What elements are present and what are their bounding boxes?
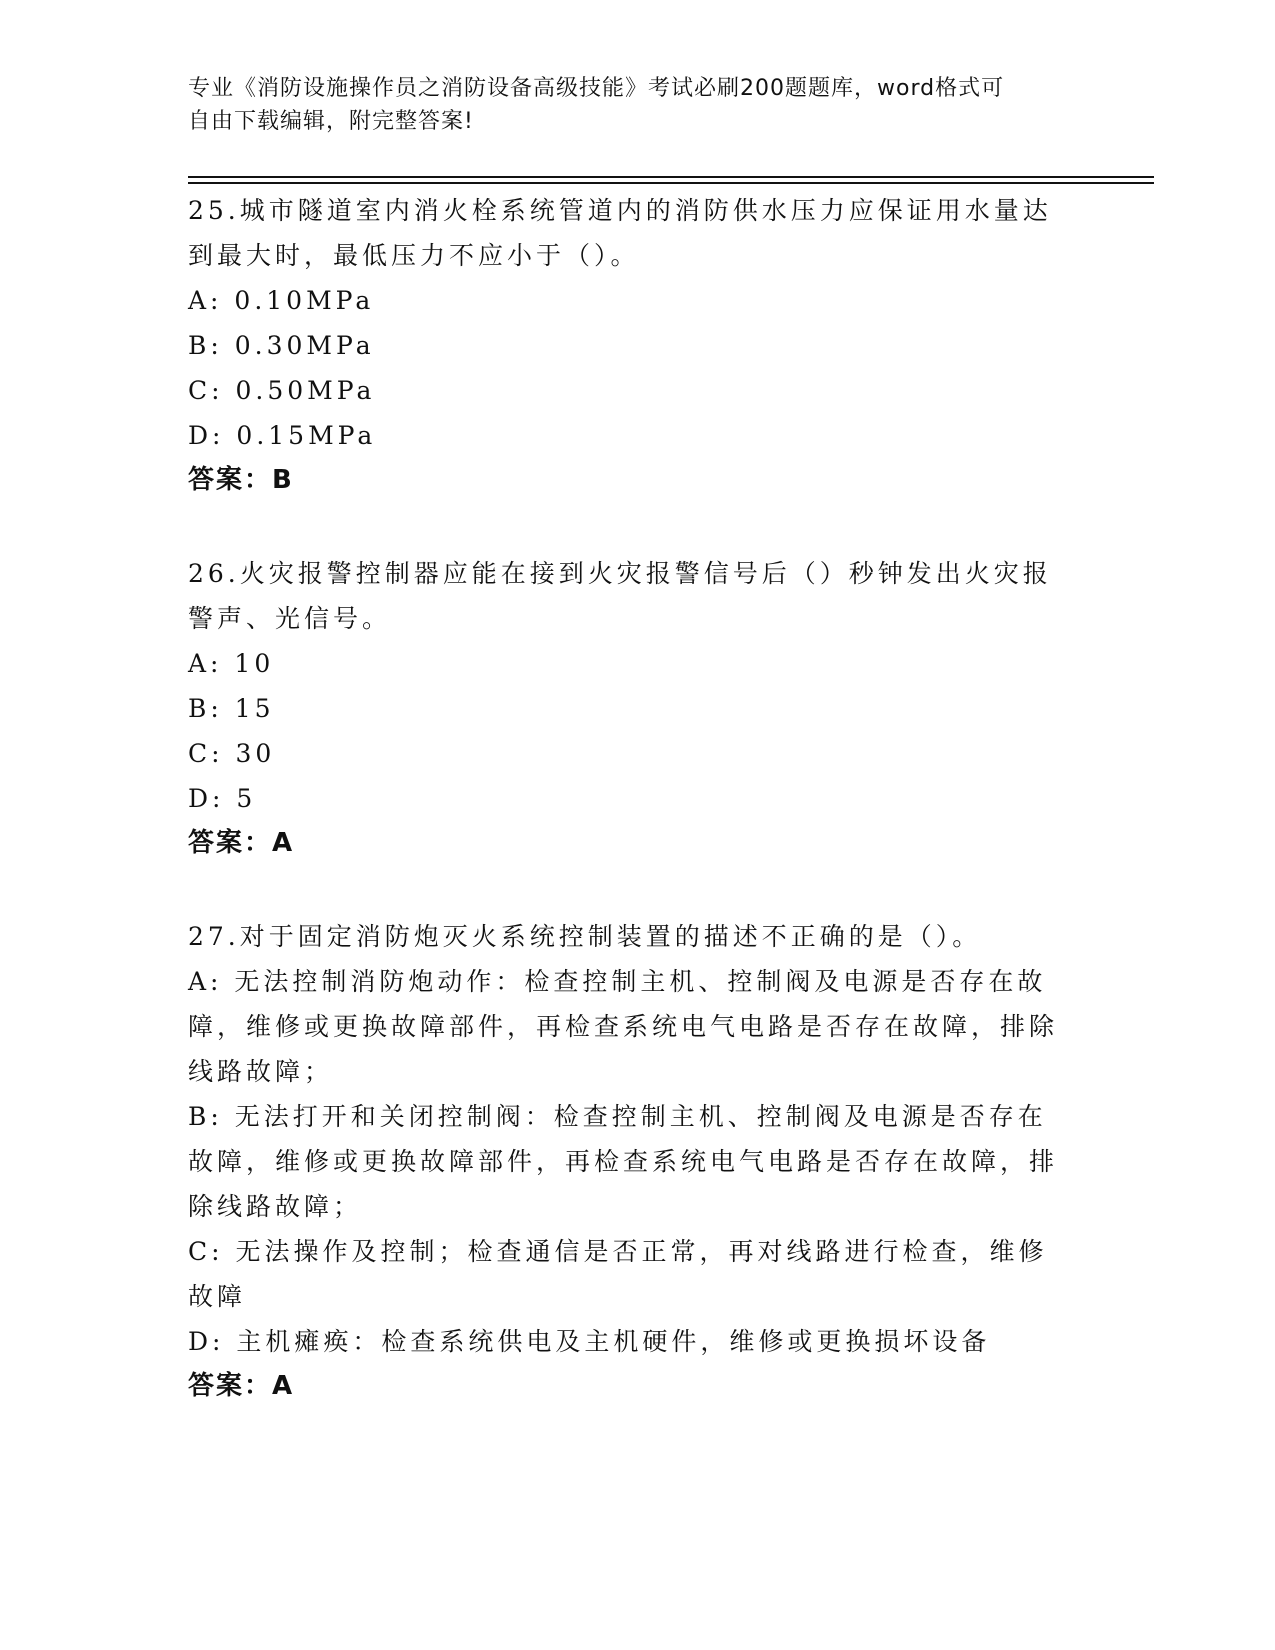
header-line-2: 自由下载编辑，附完整答案! [188,109,474,134]
option-c: C: 0.50MPa [188,376,376,405]
answer: 答案：A [188,828,295,858]
question-26 [188,551,1068,866]
header-rule-top [188,176,1154,178]
option-d: D: 5 [188,784,257,813]
answer: 答案：A [188,1371,295,1401]
option-b: B: 无法打开和关闭控制阀：检查控制主机、控制阀及电源是否存在故障，维修或更换故障部件，再检查系统电气电路是否存在故障，排除线路故障； [188,1102,1059,1221]
answer: 答案：B [188,465,294,495]
option-c: C: 无法操作及控制；检查通信是否正常，再对线路进行检查，维修故障 [188,1237,1048,1311]
option-b: B: 0.30MPa [188,331,375,360]
option-a: A: 0.10MPa [188,286,375,315]
header-line-1: 专业《消防设施操作员之消防设备高级技能》考试必刷200题题库，word格式可 [188,76,1005,101]
question-text: 27.对于固定消防炮灭火系统控制装置的描述不正确的是（）。 [188,922,982,951]
question-27 [188,914,1068,1409]
option-d: D: 0.15MPa [188,421,377,450]
question-text: 25.城市隧道室内消火栓系统管道内的消防供水压力应保证用水量达到最大时，最低压力不应小于（）。 [188,196,1052,270]
question-25 [188,188,1068,503]
option-a: A: 无法控制消防炮动作：检查控制主机、控制阀及电源是否存在故障，维修或更换故障部件，再检查系统电气电路是否存在故障，排除线路故障； [188,967,1059,1086]
document-header [188,72,1068,138]
option-b: B: 15 [188,694,275,723]
option-d: D: 主机瘫痪：检查系统供电及主机硬件，维修或更换损坏设备 [188,1327,991,1356]
option-c: C: 30 [188,739,276,768]
question-list [188,188,1068,1457]
header-rule-bottom [188,182,1154,184]
option-a: A: 10 [188,649,275,678]
question-text: 26.火灾报警控制器应能在接到火灾报警信号后（）秒钟发出火灾报警声、光信号。 [188,559,1052,633]
